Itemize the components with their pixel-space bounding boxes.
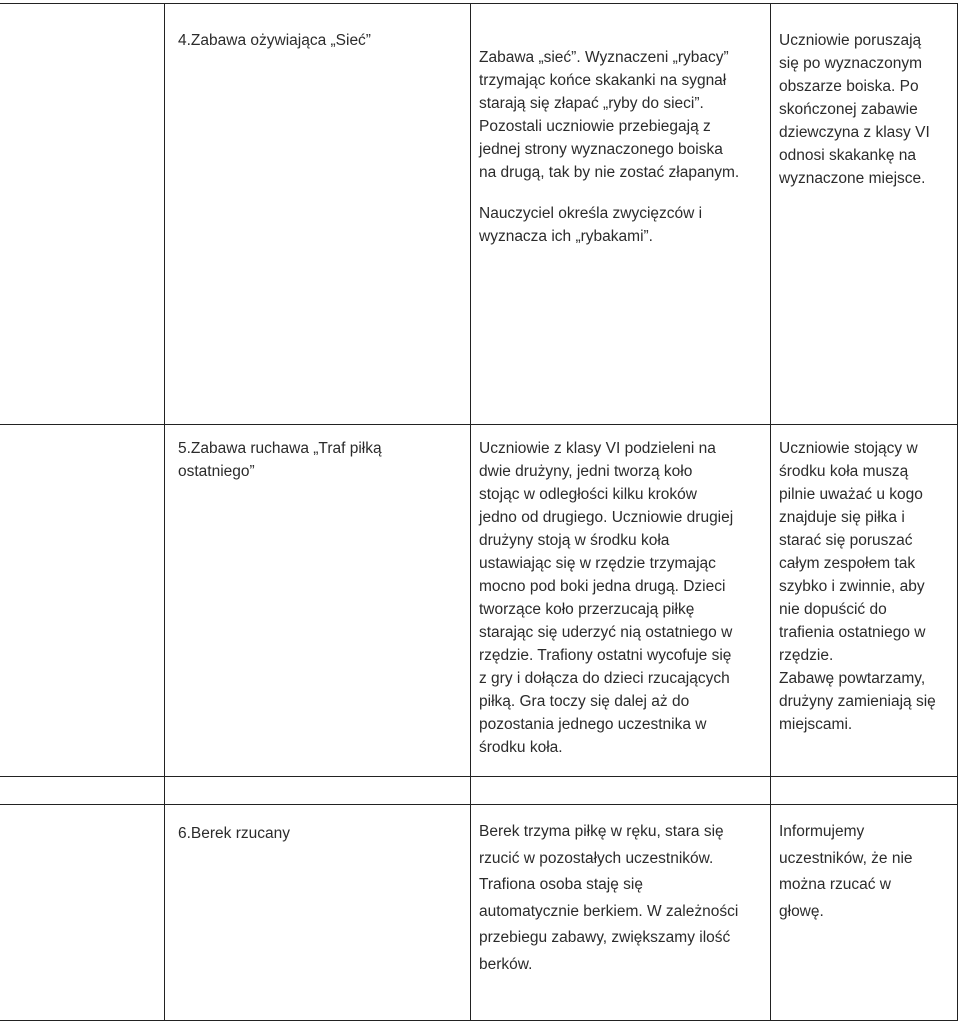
- column-divider: [164, 3, 165, 1021]
- row-divider: [0, 424, 958, 425]
- row-divider: [0, 1020, 958, 1021]
- activity-description: Uczniowie z klasy VI podzieleni na dwie drużyny, jedni tworzą koło stojąc w odległości kilku kroków jedno od drugiego. Uczniowie drugiej drużyny stoją w środku koła ustawiając się w rzędzie trzymając mocno pod boki jedna drugą. Dzieci tworzące koło przerzucają piłkę starając się uderzyć nią ostatniego w rzędzie. Trafiony ostatni wycofuje się z gry i dołącza do dzieci rzucających piłką. Gra toczy się dalej aż do pozostania jednego uczestnika w środku koła.: [479, 440, 734, 756]
- activity-notes: Uczniowie poruszają się po wyznaczonym obszarze boiska. Po skończonej zabawie dziewczyna z klasy VI odnosi skakankę na wyznaczone miejsce.: [779, 32, 930, 187]
- activity-notes: Informujemy uczestników, że nie można rzucać w głowę.: [779, 823, 913, 920]
- activity-description-extra: Nauczyciel określa zwycięzców i wyznacza ich „rybakami”.: [479, 205, 703, 245]
- activity-title: 5.Zabawa ruchawa „Traf piłką ostatniego”: [178, 440, 382, 480]
- activity-title: 4.Zabawa ożywiająca „Sieć”: [178, 32, 371, 49]
- row-6-description-cell: [479, 819, 769, 978]
- row-4-notes-cell: [779, 29, 957, 190]
- activity-description: Berek trzyma piłkę w ręku, stara się rzucić w pozostałych uczestników. Trafiona osoba staję się automatycznie berkiem. W zależności przebiegu zabawy, zwiększamy ilość berków.: [479, 823, 739, 973]
- row-divider: [0, 3, 958, 4]
- row-5-title-cell: [178, 437, 468, 483]
- column-divider: [957, 3, 958, 1021]
- column-divider: [470, 3, 471, 1021]
- activity-title: 6.Berek rzucany: [178, 825, 290, 842]
- row-6-title-cell: [178, 822, 468, 845]
- row-4-title-cell: [178, 29, 468, 52]
- row-5-notes-cell: [779, 437, 957, 736]
- column-divider: [770, 3, 771, 1021]
- row-4-description-cell: [479, 46, 769, 248]
- activity-notes: Uczniowie stojący w środku koła muszą pilnie uważać u kogo znajduje się piłka i starać się poruszać całym zespołem tak szybko i zwinnie, aby nie dopuścić do trafienia ostatniego w rzędzie. Zabawę powtarzamy, drużyny zamieniają się miejscami.: [779, 440, 936, 733]
- activity-description: Zabawa „sieć”. Wyznaczeni „rybacy” trzymając końce skakanki na sygnał starają się złapać „ryby do sieci”. Pozostali uczniowie przebiegają z jednej strony wyznaczonego boiska na drugą, tak by nie zostać złapanym.: [479, 49, 740, 181]
- row-6-notes-cell: [779, 819, 957, 925]
- row-divider: [0, 804, 958, 805]
- row-divider: [0, 776, 958, 777]
- row-5-description-cell: [479, 437, 769, 759]
